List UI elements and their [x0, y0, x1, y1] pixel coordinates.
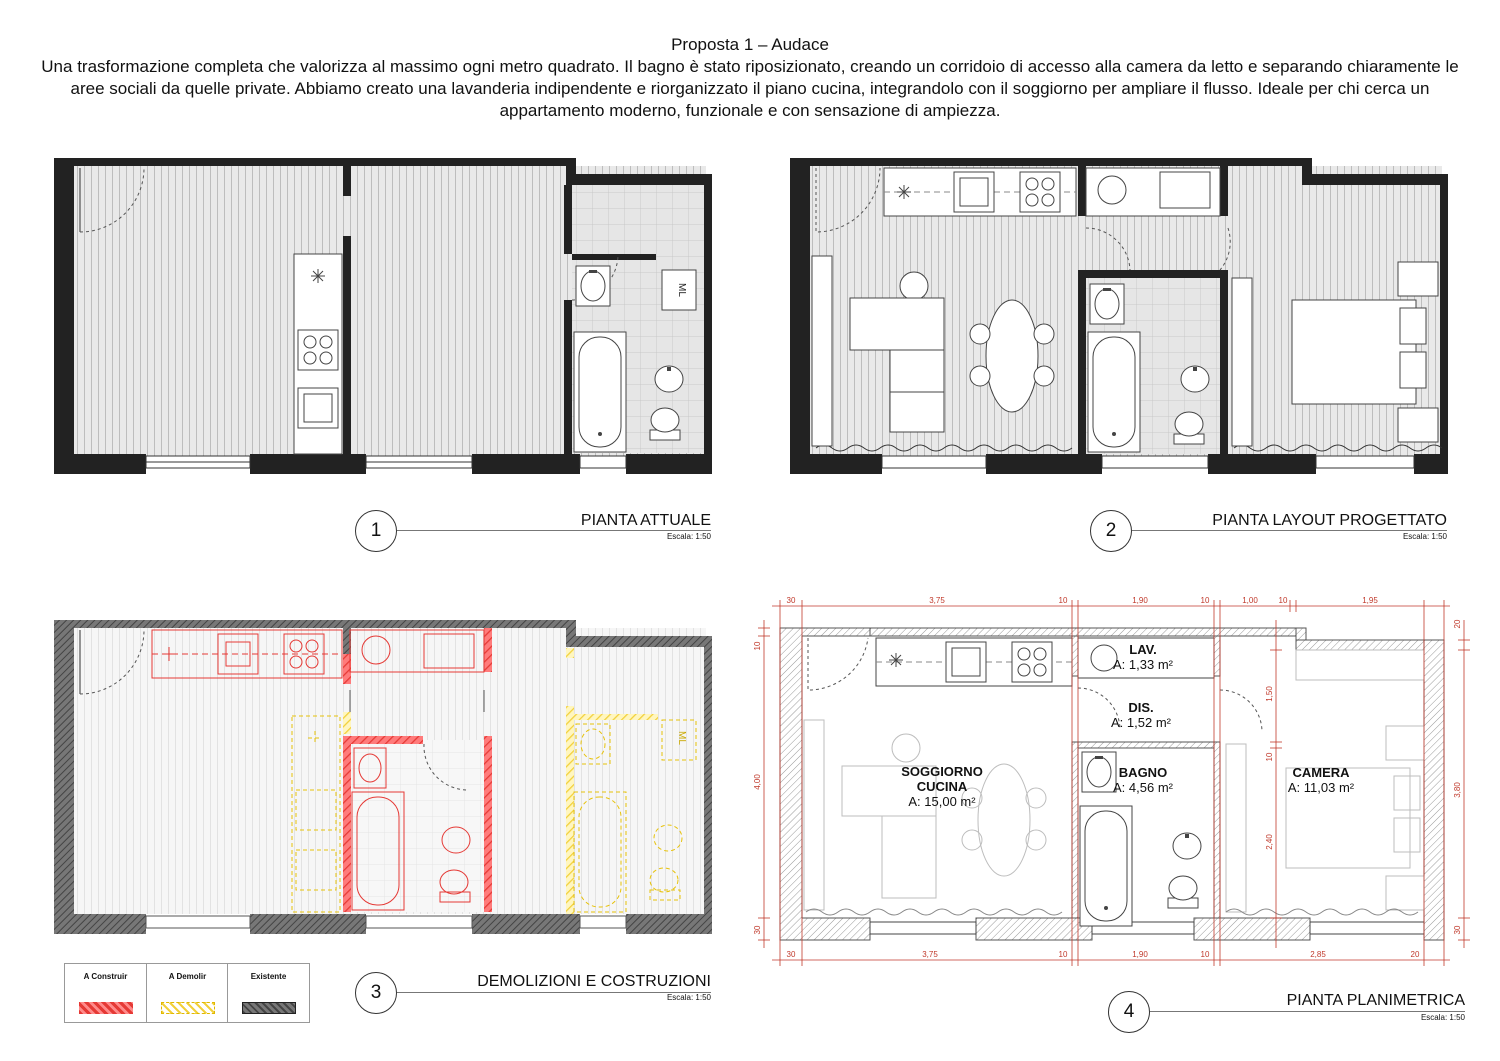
dim-top-7: 10 — [1278, 596, 1288, 605]
legend-item-construct — [65, 964, 146, 1022]
dim-right-4: 2,40 — [1265, 834, 1274, 850]
dim-left-2: 4,00 — [753, 774, 762, 790]
legend-label-existing: Existente — [250, 972, 287, 981]
plan-title-1: PIANTA ATTUALE — [580, 512, 711, 529]
dim-top-2: 3,75 — [929, 596, 945, 605]
dim-bottom-2: 3,75 — [922, 950, 938, 959]
legend-swatch-existing — [242, 1002, 296, 1014]
washer-label: ML — [676, 283, 687, 297]
dim-top-1: 30 — [786, 596, 796, 605]
dim-top-5: 10 — [1200, 596, 1210, 605]
plan-scale-1: Escala: 1:50 — [666, 532, 711, 541]
room-soggiorno-area: A: 15,00 m² — [908, 794, 976, 809]
room-lav-area: A: 1,33 m² — [1113, 657, 1173, 672]
plan-1-existing — [54, 158, 712, 474]
dim-right-2: 1,50 — [1265, 686, 1274, 702]
plan-title-4: PIANTA PLANIMETRICA — [1286, 992, 1465, 1009]
proposal-description: Una trasformazione completa che valorizza al massimo ogni metro quadrato. Il bagno è stato riposizionato, creando un corridoio di accesso alla camera da letto e separando chiaramente le aree sociali da quelle private. Abbiamo creato una lavanderia indipendente e riorganizzato il piano cucina, integrandolo con il soggiorno per ampliare il flusso. Ideale per chi cerca un appartamento moderno, funzionale e con sensazione di ampiezza. — [41, 57, 1459, 120]
plan-number-3: 3 — [355, 972, 397, 1014]
room-bagno-area: A: 4,56 m² — [1113, 780, 1173, 795]
legend-item-existing — [227, 964, 309, 1022]
dim-top-6: 1,00 — [1242, 596, 1258, 605]
plan-scale-2: Escala: 1:50 — [1402, 532, 1447, 541]
dim-top-3: 10 — [1058, 596, 1068, 605]
dim-bottom-5: 10 — [1200, 950, 1210, 959]
dim-bottom-3: 10 — [1058, 950, 1068, 959]
legend-item-demolish — [146, 964, 228, 1022]
dim-bottom-4: 1,90 — [1132, 950, 1148, 959]
dim-left-3: 30 — [753, 925, 762, 935]
plan-scale-4: Escala: 1:50 — [1420, 1013, 1465, 1022]
dim-bottom-1: 30 — [786, 950, 796, 959]
room-bagno: BAGNO A: 4,56 m² — [1108, 765, 1178, 795]
legend-label-construct: A Construir — [83, 972, 128, 981]
room-camera-area: A: 11,03 m² — [1287, 780, 1355, 795]
legend — [64, 963, 310, 1023]
dim-bottom-6: 2,85 — [1310, 950, 1326, 959]
washer-label-demolished: ML — [676, 731, 687, 745]
plan-title-3: DEMOLIZIONI E COSTRUZIONI — [477, 973, 711, 990]
plan-number-2: 2 — [1090, 510, 1132, 552]
dim-top-4: 1,90 — [1132, 596, 1148, 605]
dim-right-3: 10 — [1265, 752, 1274, 762]
dim-right-6: 30 — [1453, 925, 1462, 935]
legend-label-demolish: A Demolir — [168, 972, 207, 981]
dim-right-5: 3,80 — [1453, 782, 1462, 798]
room-dis: DIS. A: 1,52 m² — [1106, 700, 1176, 730]
plan-scale-3: Escala: 1:50 — [666, 993, 711, 1002]
plan-number-4: 4 — [1108, 991, 1150, 1033]
room-soggiorno-cucina: SOGGIORNO CUCINA A: 15,00 m² — [886, 764, 998, 809]
dim-bottom-7: 20 — [1410, 950, 1420, 959]
dim-right-1: 20 — [1453, 619, 1462, 629]
room-camera: CAMERA A: 11,03 m² — [1280, 765, 1362, 795]
legend-swatch-demolish — [161, 1002, 215, 1014]
legend-swatch-construct — [79, 1002, 133, 1014]
dim-left-1: 10 — [753, 641, 762, 651]
plan-2-layout — [790, 158, 1448, 474]
room-dis-area: A: 1,52 m² — [1111, 715, 1171, 730]
dim-top-8: 1,95 — [1362, 596, 1378, 605]
plan-3-demolitions — [54, 620, 712, 934]
room-lav: LAV. A: 1,33 m² — [1108, 642, 1178, 672]
plan-title-2: PIANTA LAYOUT PROGETTATO — [1212, 512, 1447, 529]
plan-number-1: 1 — [355, 510, 397, 552]
proposal-title: Proposta 1 – Audace — [671, 35, 829, 54]
